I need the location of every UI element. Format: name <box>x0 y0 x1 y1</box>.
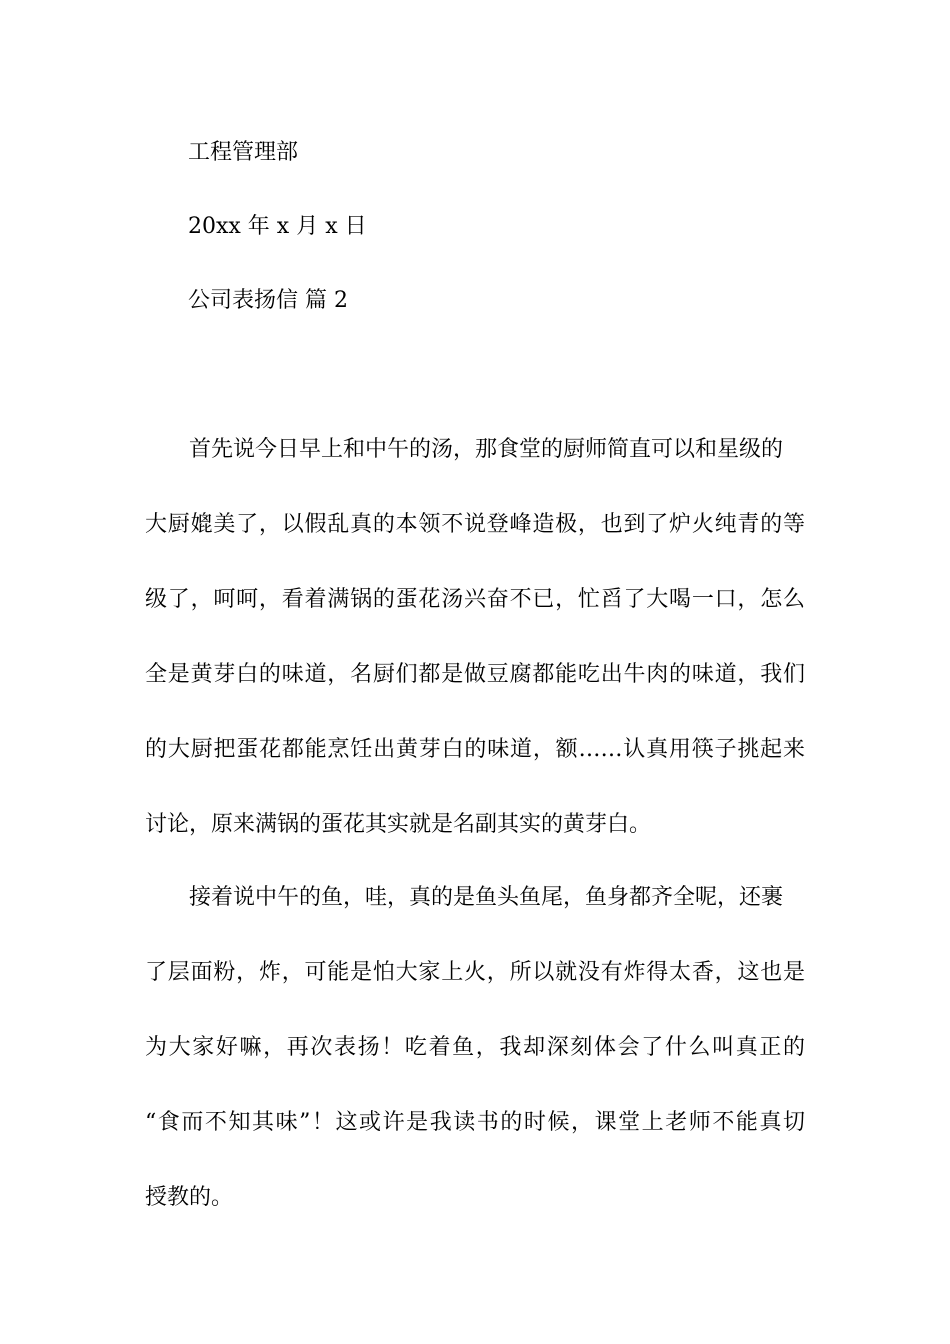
paragraph-line: 为大家好嘛，再次表扬！吃着鱼，我却深刻体会了什么叫真正的 <box>145 1035 805 1060</box>
paragraph-line: 了层面粉，炸，可能是怕大家上火，所以就没有炸得太香，这也是 <box>145 960 805 985</box>
paragraph-line: 接着说中午的鱼，哇，真的是鱼头鱼尾，鱼身都齐全呢，还裹 <box>189 885 784 910</box>
department-name: 工程管理部 <box>188 140 299 165</box>
paragraph-line: “食而不知其味”！这或许是我读书的时候，课堂上老师不能真切 <box>145 1110 805 1135</box>
paragraph-line: 首先说今日早上和中午的汤，那食堂的厨师简直可以和星级的 <box>189 437 784 462</box>
paragraph-line: 的大厨把蛋花都能烹饪出黄芽白的味道，额……认真用筷子挑起来 <box>145 737 805 762</box>
paragraph-line: 授教的。 <box>145 1185 234 1210</box>
paragraph-line: 全是黄芽白的味道，名厨们都是做豆腐都能吃出牛肉的味道，我们 <box>145 662 805 687</box>
paragraph-line: 大厨媲美了，以假乱真的本领不说登峰造极，也到了炉火纯青的等 <box>145 512 805 537</box>
paragraph-line: 级了，呵呵，看着满锅的蛋花汤兴奋不已，忙舀了大喝一口，怎么 <box>145 587 805 612</box>
letter-title: 公司表扬信 篇 2 <box>188 288 348 313</box>
letter-date: 20xx 年 x 月 x 日 <box>188 214 367 239</box>
paragraph-line: 讨论，原来满锅的蛋花其实就是名副其实的黄芽白。 <box>145 812 652 837</box>
